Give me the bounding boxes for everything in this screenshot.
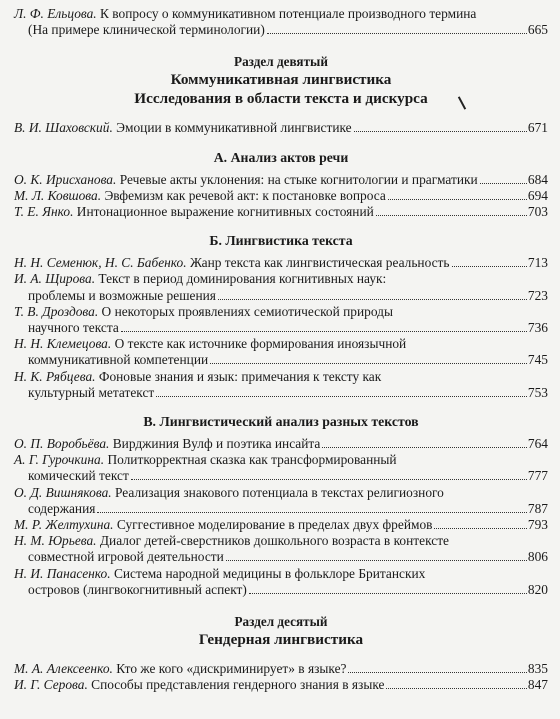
toc-entry-line (14, 255, 548, 271)
toc-entry (14, 304, 548, 336)
entry-author: Н. Н. Семенюк, Н. С. Бабенко. (14, 255, 187, 271)
toc-entry (14, 369, 548, 401)
toc-entry-line (14, 172, 548, 188)
toc-entry-line (14, 677, 548, 693)
toc-entry (14, 255, 548, 271)
entry-title: Вирджиния Вулф и поэтика инсайта (112, 436, 321, 452)
spacer (14, 401, 548, 413)
dot-leader (226, 560, 527, 561)
spacer (14, 598, 548, 614)
toc-entry-line (14, 336, 548, 352)
toc-entry-line (14, 120, 548, 136)
section-header (14, 54, 548, 108)
toc-entry-line (14, 549, 548, 565)
dot-leader (434, 528, 526, 529)
page-number: 723 (527, 287, 548, 303)
toc-entry (14, 172, 548, 188)
section-title: Коммуникативная лингвистика (170, 71, 392, 89)
entry-title: коммуникативной компетенции (28, 352, 209, 368)
spacer (14, 38, 548, 54)
entry-title: совместной игровой деятельности (28, 549, 224, 565)
entry-title: Эвфемизм как речевой акт: к постановке вопроса (104, 187, 386, 203)
entry-author: М. А. Алексеенко. (14, 661, 113, 677)
dot-leader (452, 266, 527, 267)
page-number: 713 (527, 255, 548, 271)
page-number: 736 (527, 320, 548, 336)
entry-author: В. И. Шаховский. (14, 120, 113, 136)
subsection-heading: А. Анализ актов речи (213, 149, 349, 165)
toc-entry (14, 188, 548, 204)
toc-entry (14, 271, 548, 303)
toc-entry-line (14, 188, 548, 204)
spacer (14, 137, 548, 149)
toc-entry-line (14, 6, 548, 22)
toc-entry-line (14, 204, 548, 220)
toc-entry-line (14, 533, 548, 549)
entry-title: Реализация знакового потенциала в текстах религиозного (115, 484, 444, 500)
toc-entry-line (14, 661, 548, 677)
toc-entry-line (14, 271, 548, 287)
entry-title: К вопросу о коммуникативном потенциале производного термина (100, 6, 477, 21)
spacer (14, 649, 548, 661)
entry-author: О. Д. Вишнякова. (14, 484, 112, 500)
entry-author: Н. Н. Клемецова. (14, 336, 112, 352)
entry-author: И. А. Щирова. (14, 271, 96, 287)
toc-entry-line (14, 288, 548, 304)
entry-title: Диалог детей-сверстников дошкольного возраста в контексте (99, 533, 449, 549)
section-label: Раздел десятый (234, 614, 328, 630)
toc-entry-line (14, 436, 548, 452)
page-number: 820 (527, 581, 548, 597)
toc-entry (14, 677, 548, 693)
entry-author: Т. В. Дроздова. (14, 303, 99, 319)
dot-leader (376, 215, 527, 216)
page-number: 806 (527, 549, 548, 565)
toc-entry (14, 452, 548, 484)
toc-entry-line (14, 352, 548, 368)
toc-entry (14, 566, 548, 598)
entry-title: Текст в период доминирования когнитивных наук: (98, 271, 387, 287)
entry-author: Т. Е. Янко. (14, 204, 74, 220)
page-number: 777 (527, 468, 548, 484)
entry-title: Система народной медицины в фольклоре Британских (113, 565, 426, 581)
entry-author: Н. М. Юрьева. (14, 533, 97, 549)
subsection-heading: В. Лингвистический анализ разных текстов (143, 414, 419, 430)
dot-leader (210, 363, 527, 364)
toc-entry (14, 204, 548, 220)
page-number: 665 (527, 22, 548, 38)
entry-title: островов (лингвокогнитивный аспект) (28, 581, 247, 597)
page-number: 753 (527, 384, 548, 400)
entry-title: научного текста (28, 320, 119, 336)
page-number: 745 (527, 352, 548, 368)
dot-leader (97, 512, 527, 513)
page-number: 684 (527, 171, 548, 187)
entry-title: Суггестивное моделирование в пределах двух фреймов (116, 517, 433, 533)
toc-entry (14, 336, 548, 368)
page-number: 847 (527, 677, 548, 693)
entry-author: Н. К. Рябцева. (14, 368, 96, 384)
toc-entry-line (14, 485, 548, 501)
toc-entry-line (14, 517, 548, 533)
page-number: 671 (527, 120, 548, 136)
entry-author: Н. И. Панасенко. (14, 565, 111, 581)
toc-entry (14, 533, 548, 565)
dot-leader (322, 447, 527, 448)
entry-author: О. П. Воробьёва. (14, 436, 110, 452)
page-number: 835 (527, 661, 548, 677)
dot-leader (480, 183, 527, 184)
page-number: 694 (527, 187, 548, 203)
entry-title: проблемы и возможные решения (28, 287, 216, 303)
page-number: 793 (527, 517, 548, 533)
toc-entry-line (14, 320, 548, 336)
dot-leader (348, 672, 526, 673)
entry-title: О тексте как источнике формирования иноязычной (114, 336, 407, 352)
toc-entry-line (14, 468, 548, 484)
toc-entry (14, 120, 548, 136)
dot-leader (388, 199, 527, 200)
toc-entry-line (14, 304, 548, 320)
entry-title: Способы представления гендерного знания в языке (91, 677, 385, 693)
entry-title: Жанр текста как лингвистическая реальность (189, 255, 450, 271)
entry-author: М. Р. Желтухина. (14, 517, 114, 533)
section-label: Раздел девятый (234, 54, 328, 70)
entry-title: Политкорректная сказка как трансформированный (107, 452, 397, 468)
entry-author: А. Г. Гурочкина. (14, 452, 105, 468)
page-number: 787 (527, 500, 548, 516)
entry-title: Интонационное выражение когнитивных состояний (76, 204, 374, 220)
dot-leader (156, 396, 527, 397)
toc-entry (14, 6, 548, 38)
dot-leader (218, 299, 527, 300)
dot-leader (354, 131, 527, 132)
section-title: Гендерная лингвистика (198, 631, 364, 649)
entry-title: Речевые акты уклонения: на стыке когнитологии и прагматики (119, 171, 478, 187)
toc-entry (14, 436, 548, 452)
entry-title: культурный метатекст (28, 384, 155, 400)
entry-author: М. Л. Ковшова. (14, 187, 102, 203)
toc-entry-line (14, 385, 548, 401)
entry-title: содержания (28, 500, 96, 516)
entry-author: Л. Ф. Ельцова. (14, 6, 97, 21)
toc-entry-line (14, 452, 548, 468)
subsection-heading: Б. Лингвистика текста (209, 233, 353, 249)
dot-leader (267, 33, 527, 34)
entry-title: Эмоции в коммуникативной лингвистике (116, 120, 352, 136)
entry-title: О некоторых проявлениях семиотической природы (101, 303, 393, 319)
section-title: Исследования в области текста и дискурса (134, 90, 428, 108)
page-number: 703 (527, 204, 548, 220)
dot-leader (131, 479, 527, 480)
entry-author: И. Г. Серова. (14, 677, 88, 693)
section-header (14, 614, 548, 649)
table-of-contents (14, 6, 548, 693)
spacer (14, 220, 548, 232)
dot-leader (386, 688, 526, 689)
entry-title: Кто же кого «дискриминирует» в языке? (116, 661, 347, 677)
entry-title: (На примере клинической терминологии) (28, 22, 265, 38)
page-number: 764 (527, 436, 548, 452)
toc-entry (14, 661, 548, 677)
toc-entry-line (14, 369, 548, 385)
dot-leader (121, 331, 527, 332)
toc-entry (14, 485, 548, 517)
entry-title: Фоновые знания и язык: примечания к тексту как (98, 368, 382, 384)
toc-entry-line (14, 501, 548, 517)
entry-title: комический текст (28, 468, 129, 484)
toc-entry-line (14, 22, 548, 38)
spacer (14, 108, 548, 120)
entry-author: О. К. Ирисханова. (14, 171, 117, 187)
toc-entry (14, 517, 548, 533)
toc-entry-line (14, 566, 548, 582)
dot-leader (249, 593, 527, 594)
toc-entry-line (14, 582, 548, 598)
